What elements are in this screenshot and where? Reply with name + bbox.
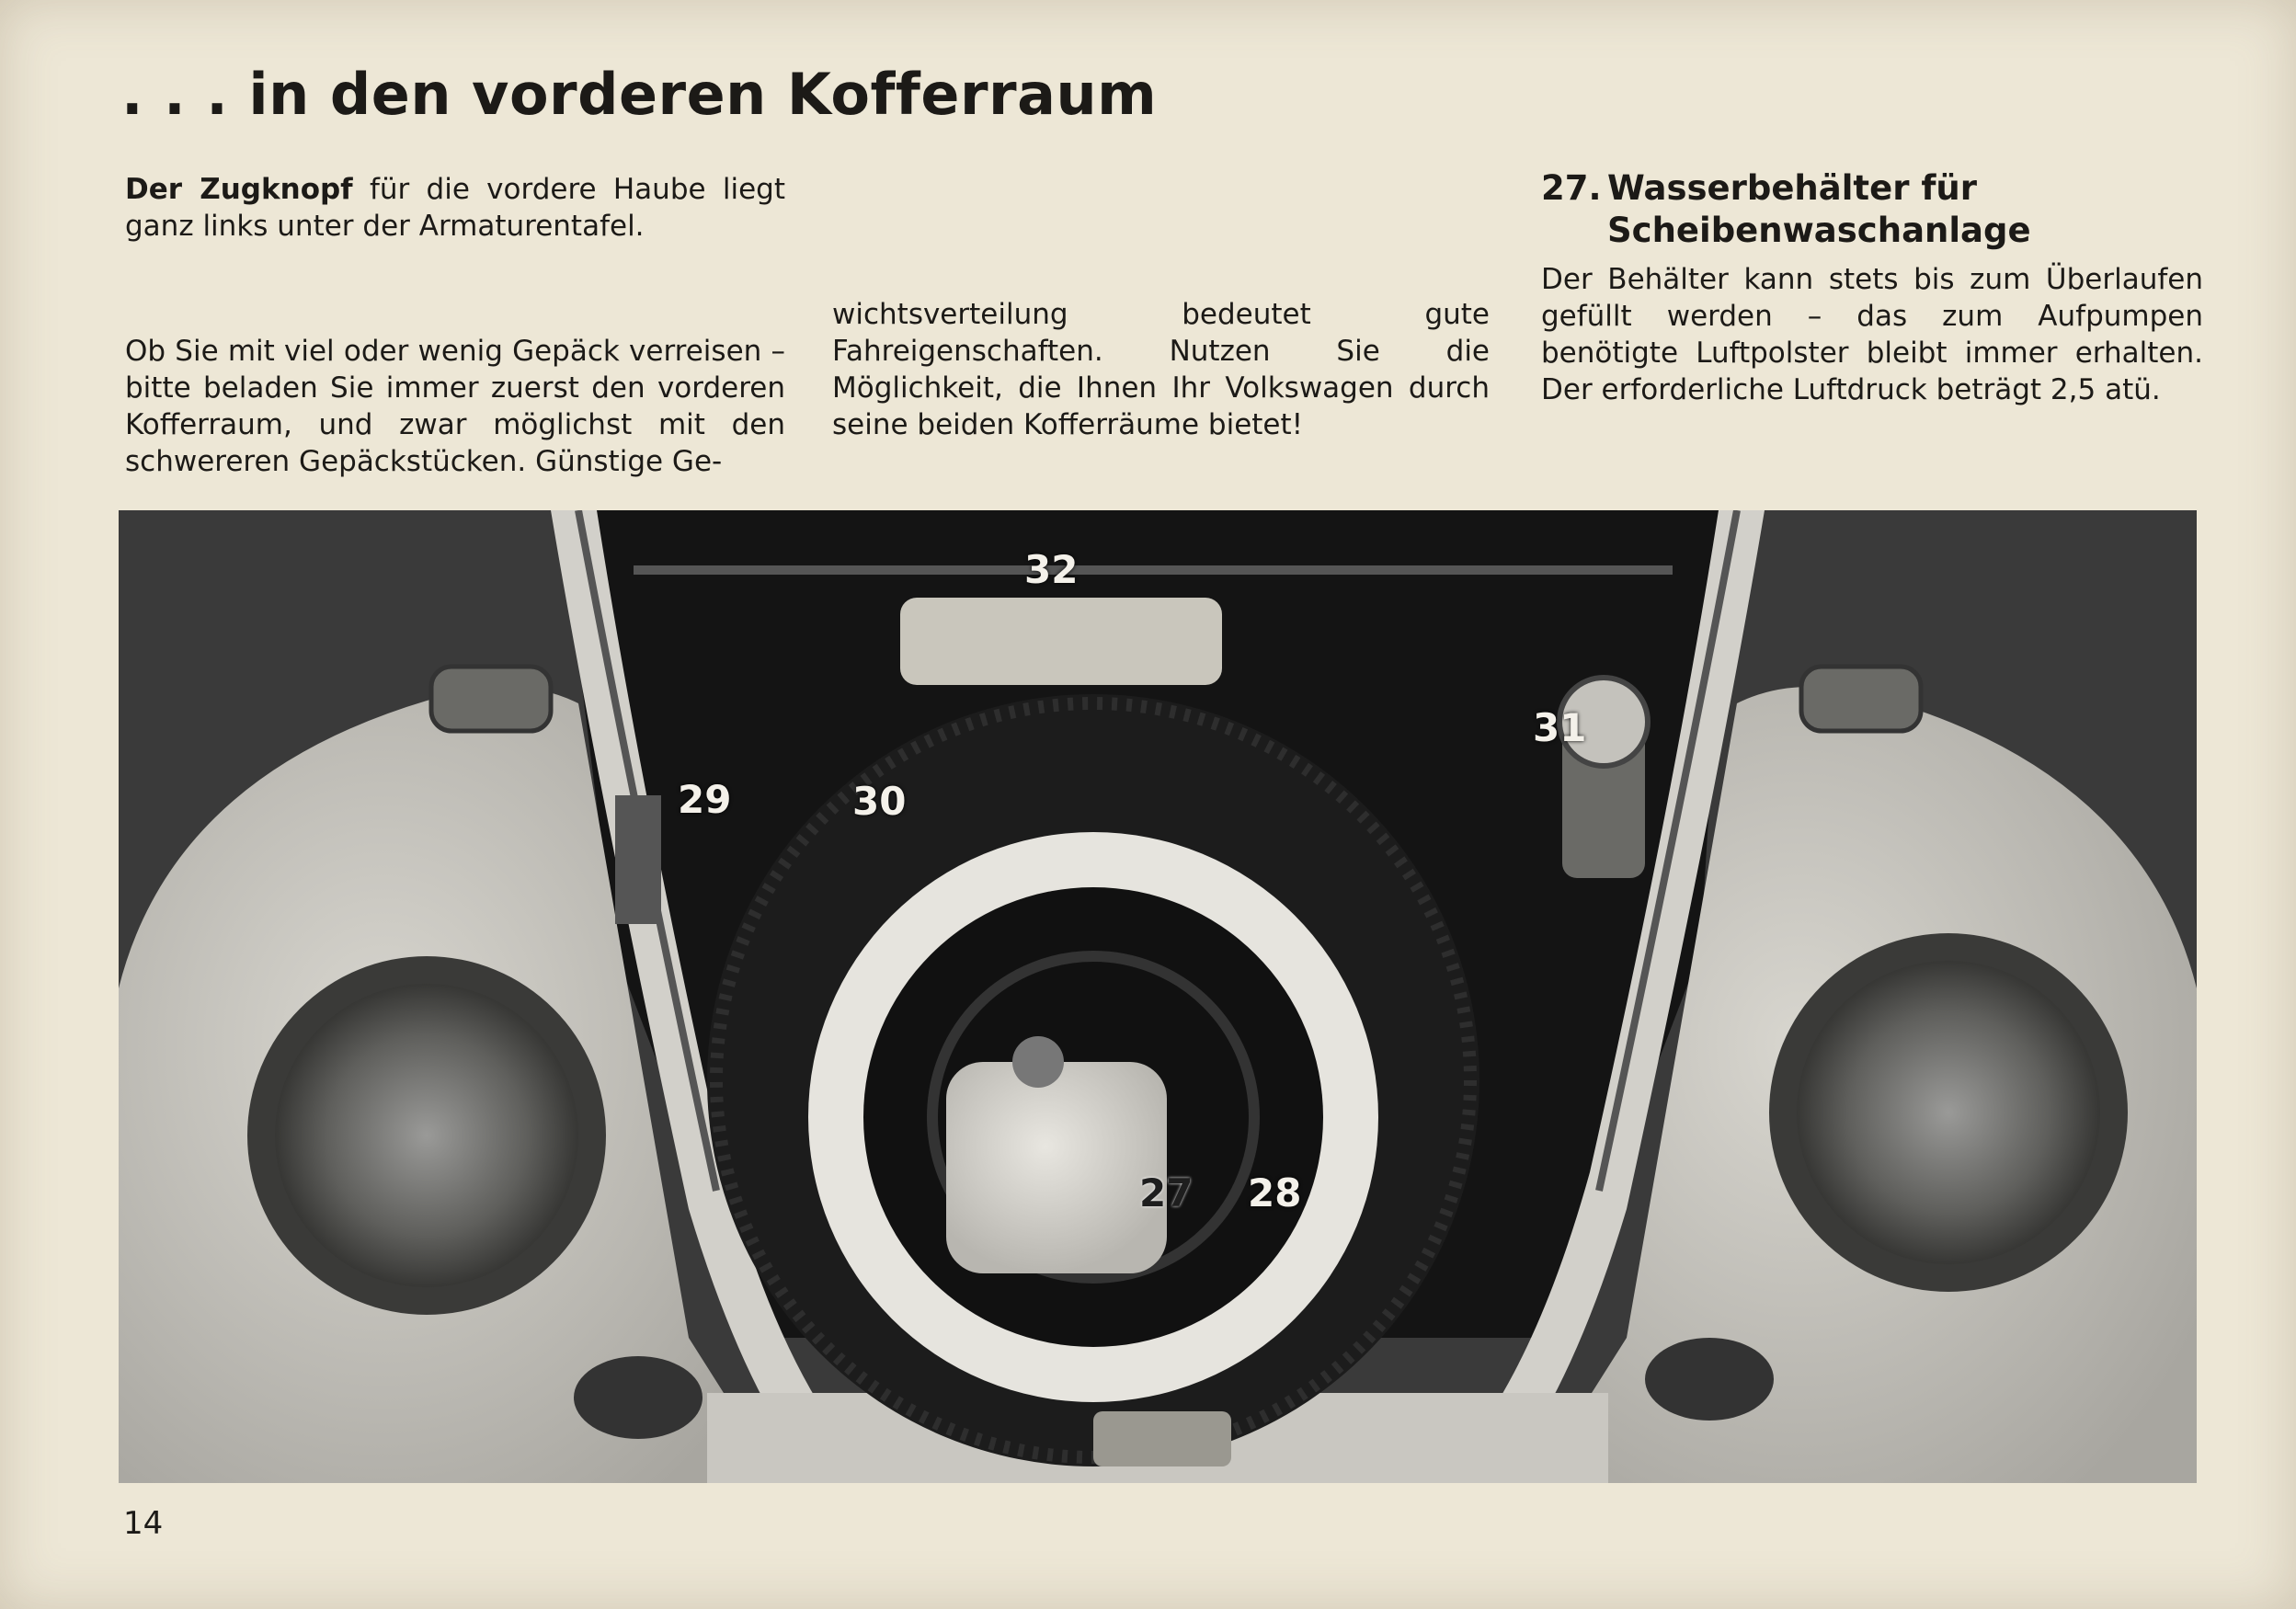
luggage-text-2: wichtsverteilung bedeutet gute Fahreigenschaften. Nutzen Sie die Möglichkeit, die Ihnen Ihr Volkswagen durch seine beiden Kofferräume bietet! — [832, 298, 1490, 441]
callout-27: 27 — [1139, 1170, 1194, 1215]
section-heading-27 — [1541, 167, 2031, 252]
page-number: 14 — [123, 1505, 164, 1542]
luggage-paragraph-part1 — [125, 333, 785, 480]
section-number: 27. — [1541, 168, 1602, 208]
callout-28: 28 — [1248, 1170, 1302, 1215]
trunk-photo — [119, 510, 2197, 1483]
callout-29: 29 — [678, 777, 732, 822]
luggage-paragraph-part2 — [832, 296, 1490, 443]
intro-paragraph — [125, 171, 785, 245]
callout-30: 30 — [852, 779, 907, 824]
callout-32: 32 — [1024, 547, 1079, 592]
section-body-text: Der Behälter kann stets bis zum Überlaufen gefüllt werden – das zum Aufpumpen benötigte Luftpolster bleibt immer erhalten. Der erforderliche Luftdruck beträgt 2,5 atü. — [1541, 263, 2203, 406]
section-heading-line1: Wasserbehälter für — [1607, 168, 1978, 208]
trunk-photo-illustration — [119, 510, 2197, 1483]
luggage-text-1: Ob Sie mit viel oder wenig Gepäck verreisen – bitte beladen Sie immer zuerst den vorderen Kofferraum, und zwar möglichst mit den schwereren Gepäckstücken. Günstige Ge- — [125, 335, 785, 478]
page-title: . . . in den vorderen Kofferraum — [121, 61, 1158, 128]
intro-text: für die vordere Haube liegt ganz links unter der Armaturentafel. — [125, 173, 785, 243]
section-heading-line2: Scheibenwaschanlage — [1607, 211, 2031, 250]
callout-31: 31 — [1533, 705, 1587, 750]
intro-bold-term: Der Zugknopf — [125, 173, 353, 206]
section-body-27 — [1541, 261, 2203, 408]
